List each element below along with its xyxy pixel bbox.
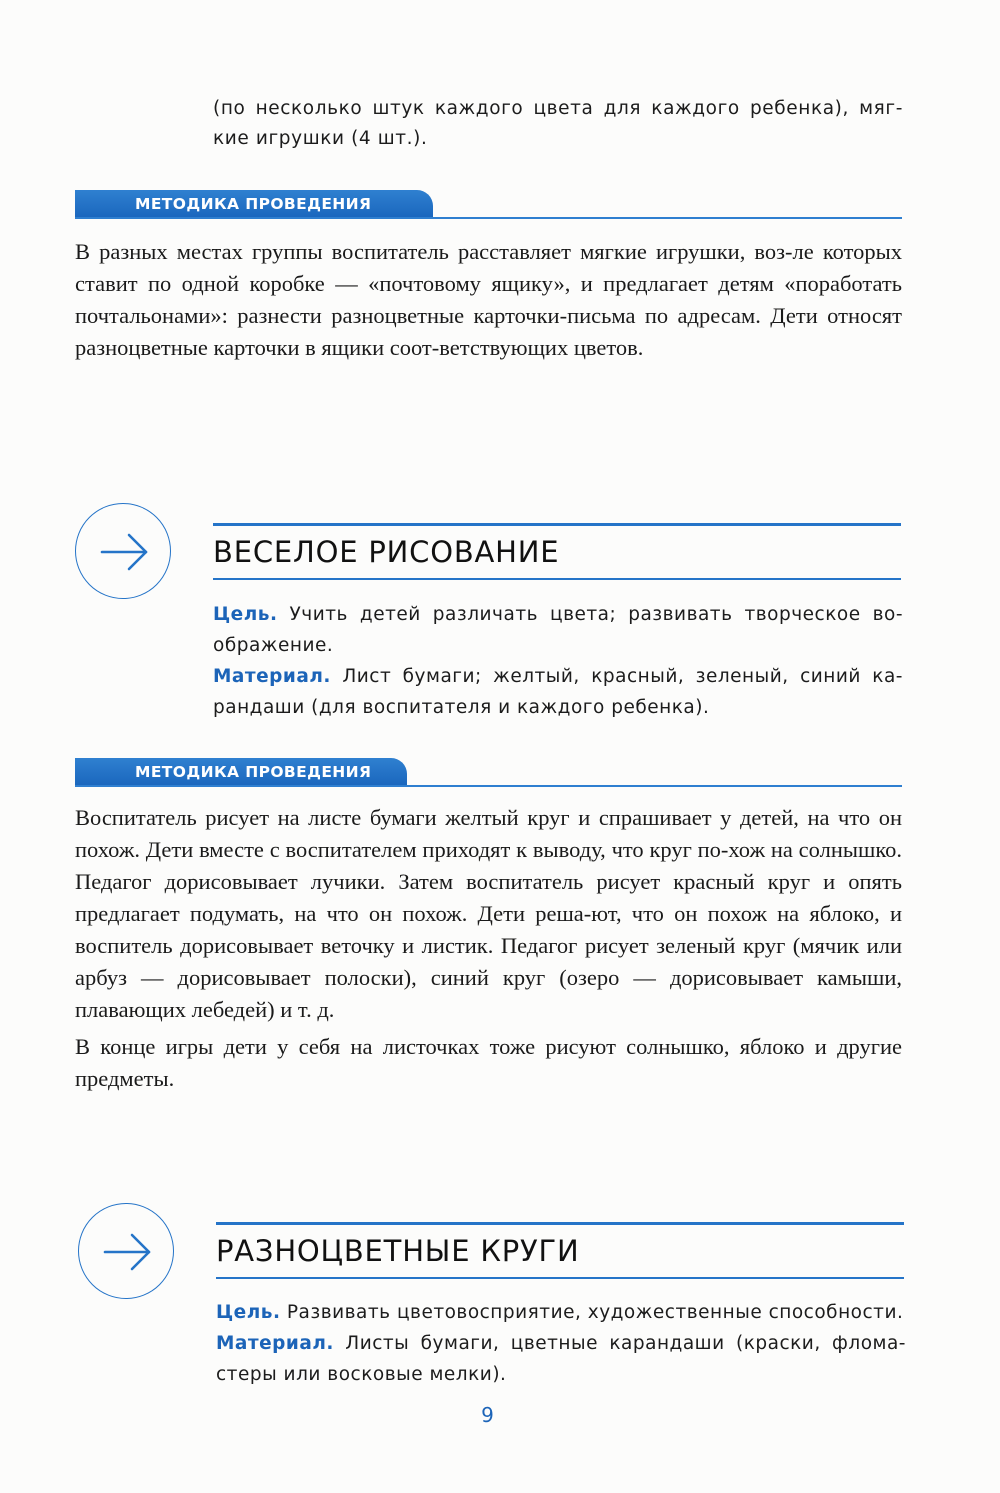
intro-text: (по несколько штук каждого цвета для каждого ребенка), мяг-кие игрушки (4 шт.). (213, 98, 903, 149)
section-description (216, 1297, 906, 1390)
method-label: МЕТОДИКА ПРОВЕДЕНИЯ (75, 758, 407, 786)
section-description (213, 599, 903, 723)
goal-text: Учить детей различать цвета; развивать творческое во-ображение. (213, 604, 903, 656)
method-header (75, 190, 902, 220)
section-title: ВЕСЕЛОЕ РИСОВАНИЕ (213, 535, 560, 569)
material-line (213, 661, 903, 723)
paragraph: В конце игры дети у себя на листочках тоже рисуют солнышко, яблоко и другие предметы. (75, 1034, 902, 1091)
goal-label: Цель. (216, 1302, 281, 1323)
method-label: МЕТОДИКА ПРОВЕДЕНИЯ (75, 190, 433, 218)
method-header (75, 758, 902, 788)
material-label: Материал. (216, 1333, 334, 1354)
material-label: Материал. (213, 666, 331, 687)
method-body (75, 802, 902, 1095)
material-line (216, 1328, 906, 1390)
arrow-right-icon (79, 1204, 175, 1300)
title-rule-bottom (213, 578, 901, 580)
arrow-circle (78, 1203, 174, 1299)
paragraph: В разных местах группы воспитатель расставляет мягкие игрушки, воз-ле которых ставит по одной коробке — «почтовому ящику», и предлагает детям «поработать почтальонами»: разнести разноцветные карточки-письма по адресам. Дети относят разноцветные карточки в ящики соот-ветствующих цветов. (75, 239, 902, 360)
material-text: Листы бумаги, цветные карандаши (краски, флома-стеры или восковые мелки). (216, 1333, 906, 1385)
paragraph: Воспитатель рисует на листе бумаги желтый круг и спрашивает у детей, на что он похож. Дети вместе с воспитателем приходят к выводу, что круг по-хож на солнышко. Педагог дорисовывает лучики. Затем воспитатель рисует красный круг и опять предлагает подумать, на что он похож. Дети реша-ют, что он похож на яблоко, и воспитель дорисовывает веточку и листик. Педагог рисует зеленый круг (мячик или арбуз — дорисовывает полоски), синий круг (озеро — дорисовывает камыши, плавающих лебедей) и т. д. (75, 805, 902, 1022)
arrow-right-icon (76, 504, 172, 600)
method-rule (75, 217, 902, 219)
goal-line (213, 599, 903, 661)
section-title-block (213, 523, 901, 580)
goal-label: Цель. (213, 604, 278, 625)
arrow-circle (75, 503, 171, 599)
page-number: 9 (481, 1403, 494, 1427)
section-title-block (216, 1222, 904, 1279)
title-rule-bottom (216, 1277, 904, 1279)
goal-line (216, 1297, 906, 1328)
goal-text: Развивать цветовосприятие, художественные способности. (286, 1302, 904, 1323)
method-rule (75, 785, 902, 787)
section-title: РАЗНОЦВЕТНЫЕ КРУГИ (216, 1234, 580, 1268)
material-text: Лист бумаги; желтый, красный, зеленый, синий ка-рандаши (для воспитателя и каждого ребенка). (213, 666, 903, 718)
method-body (75, 236, 902, 364)
